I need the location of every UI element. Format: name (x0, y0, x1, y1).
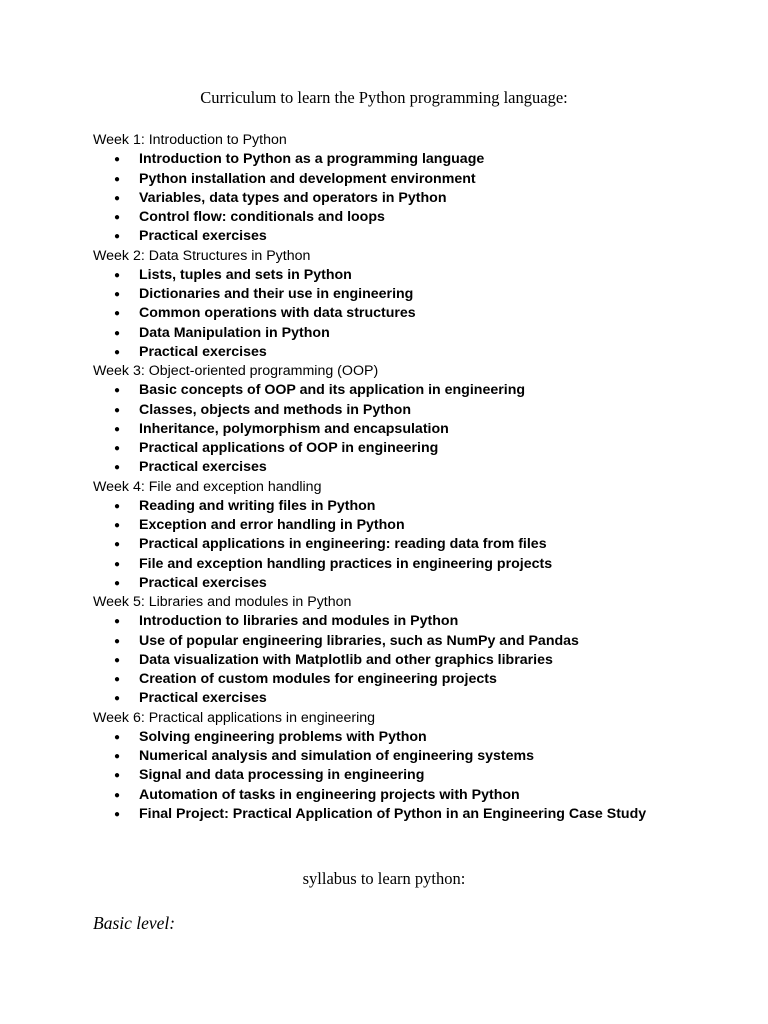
list-item: ● Common operations with data structures (139, 304, 675, 323)
list-item: ● Dictionaries and their use in engineering (139, 285, 675, 304)
list-item: ● Control flow: conditionals and loops (139, 208, 675, 227)
list-item: ● Signal and data processing in engineering (139, 766, 675, 785)
list-item: ● Automation of tasks in engineering projects with Python (139, 786, 675, 805)
list-item: ● Practical exercises (139, 574, 675, 593)
list-item: ● Practical applications in engineering: reading data from files (139, 535, 675, 554)
basic-level-heading: Basic level: (93, 913, 176, 933)
week-5-section (93, 593, 675, 709)
week-6-section (93, 709, 675, 825)
list-item: ● Practical applications of OOP in engineering (139, 439, 675, 458)
list-item: ● Exception and error handling in Python (139, 516, 675, 535)
week-6-topics (93, 728, 675, 824)
list-item: ● Practical exercises (139, 227, 675, 246)
week-4-topics (93, 497, 675, 593)
list-item: ● Introduction to libraries and modules in Python (139, 612, 675, 631)
week-5-topics (93, 612, 675, 708)
list-item: ● Classes, objects and methods in Python (139, 401, 675, 420)
list-item: ● Use of popular engineering libraries, such as NumPy and Pandas (139, 632, 675, 651)
week-4-heading: Week 4: File and exception handling (93, 478, 322, 495)
list-item: ● Data Manipulation in Python (139, 324, 675, 343)
list-item: ● Python installation and development environment (139, 170, 675, 189)
week-1-heading: Week 1: Introduction to Python (93, 132, 287, 148)
list-item: ● Data visualization with Matplotlib and other graphics libraries (139, 651, 675, 670)
week-2-topics (93, 266, 675, 362)
syllabus-title: syllabus to learn python: (302, 869, 466, 888)
week-2-heading: Week 2: Data Structures in Python (93, 247, 311, 264)
list-item: ● Introduction to Python as a programming language (139, 150, 675, 169)
week-3-topics (93, 381, 675, 477)
week-1-section (93, 131, 675, 247)
list-item: ● Variables, data types and operators in Python (139, 189, 675, 208)
list-item: ● Practical exercises (139, 343, 675, 362)
week-3-heading: Week 3: Object-oriented programming (OOP) (93, 363, 379, 379)
list-item: ● Lists, tuples and sets in Python (139, 266, 675, 285)
list-item: ● Inheritance, polymorphism and encapsulation (139, 420, 675, 439)
week-5-heading: Week 5: Libraries and modules in Python (93, 594, 352, 610)
list-item: ● Numerical analysis and simulation of engineering systems (139, 747, 675, 766)
week-4-section (93, 478, 675, 594)
document-title: Curriculum to learn the Python programming language: (200, 88, 568, 107)
curriculum-list (93, 131, 675, 824)
list-item: ● Reading and writing files in Python (139, 497, 675, 516)
list-item: ● Practical exercises (139, 458, 675, 477)
week-2-section (93, 247, 675, 363)
list-item: ● Final Project: Practical Application of Python in an Engineering Case Study (139, 805, 675, 824)
list-item: ● Basic concepts of OOP and its application in engineering (139, 381, 675, 400)
list-item: ● Creation of custom modules for engineering projects (139, 670, 675, 689)
week-3-section (93, 362, 675, 478)
week-1-topics (93, 150, 675, 246)
list-item: ● File and exception handling practices in engineering projects (139, 555, 675, 574)
list-item: ● Solving engineering problems with Python (139, 728, 675, 747)
week-6-heading: Week 6: Practical applications in engineering (93, 709, 376, 726)
list-item: ● Practical exercises (139, 689, 675, 708)
